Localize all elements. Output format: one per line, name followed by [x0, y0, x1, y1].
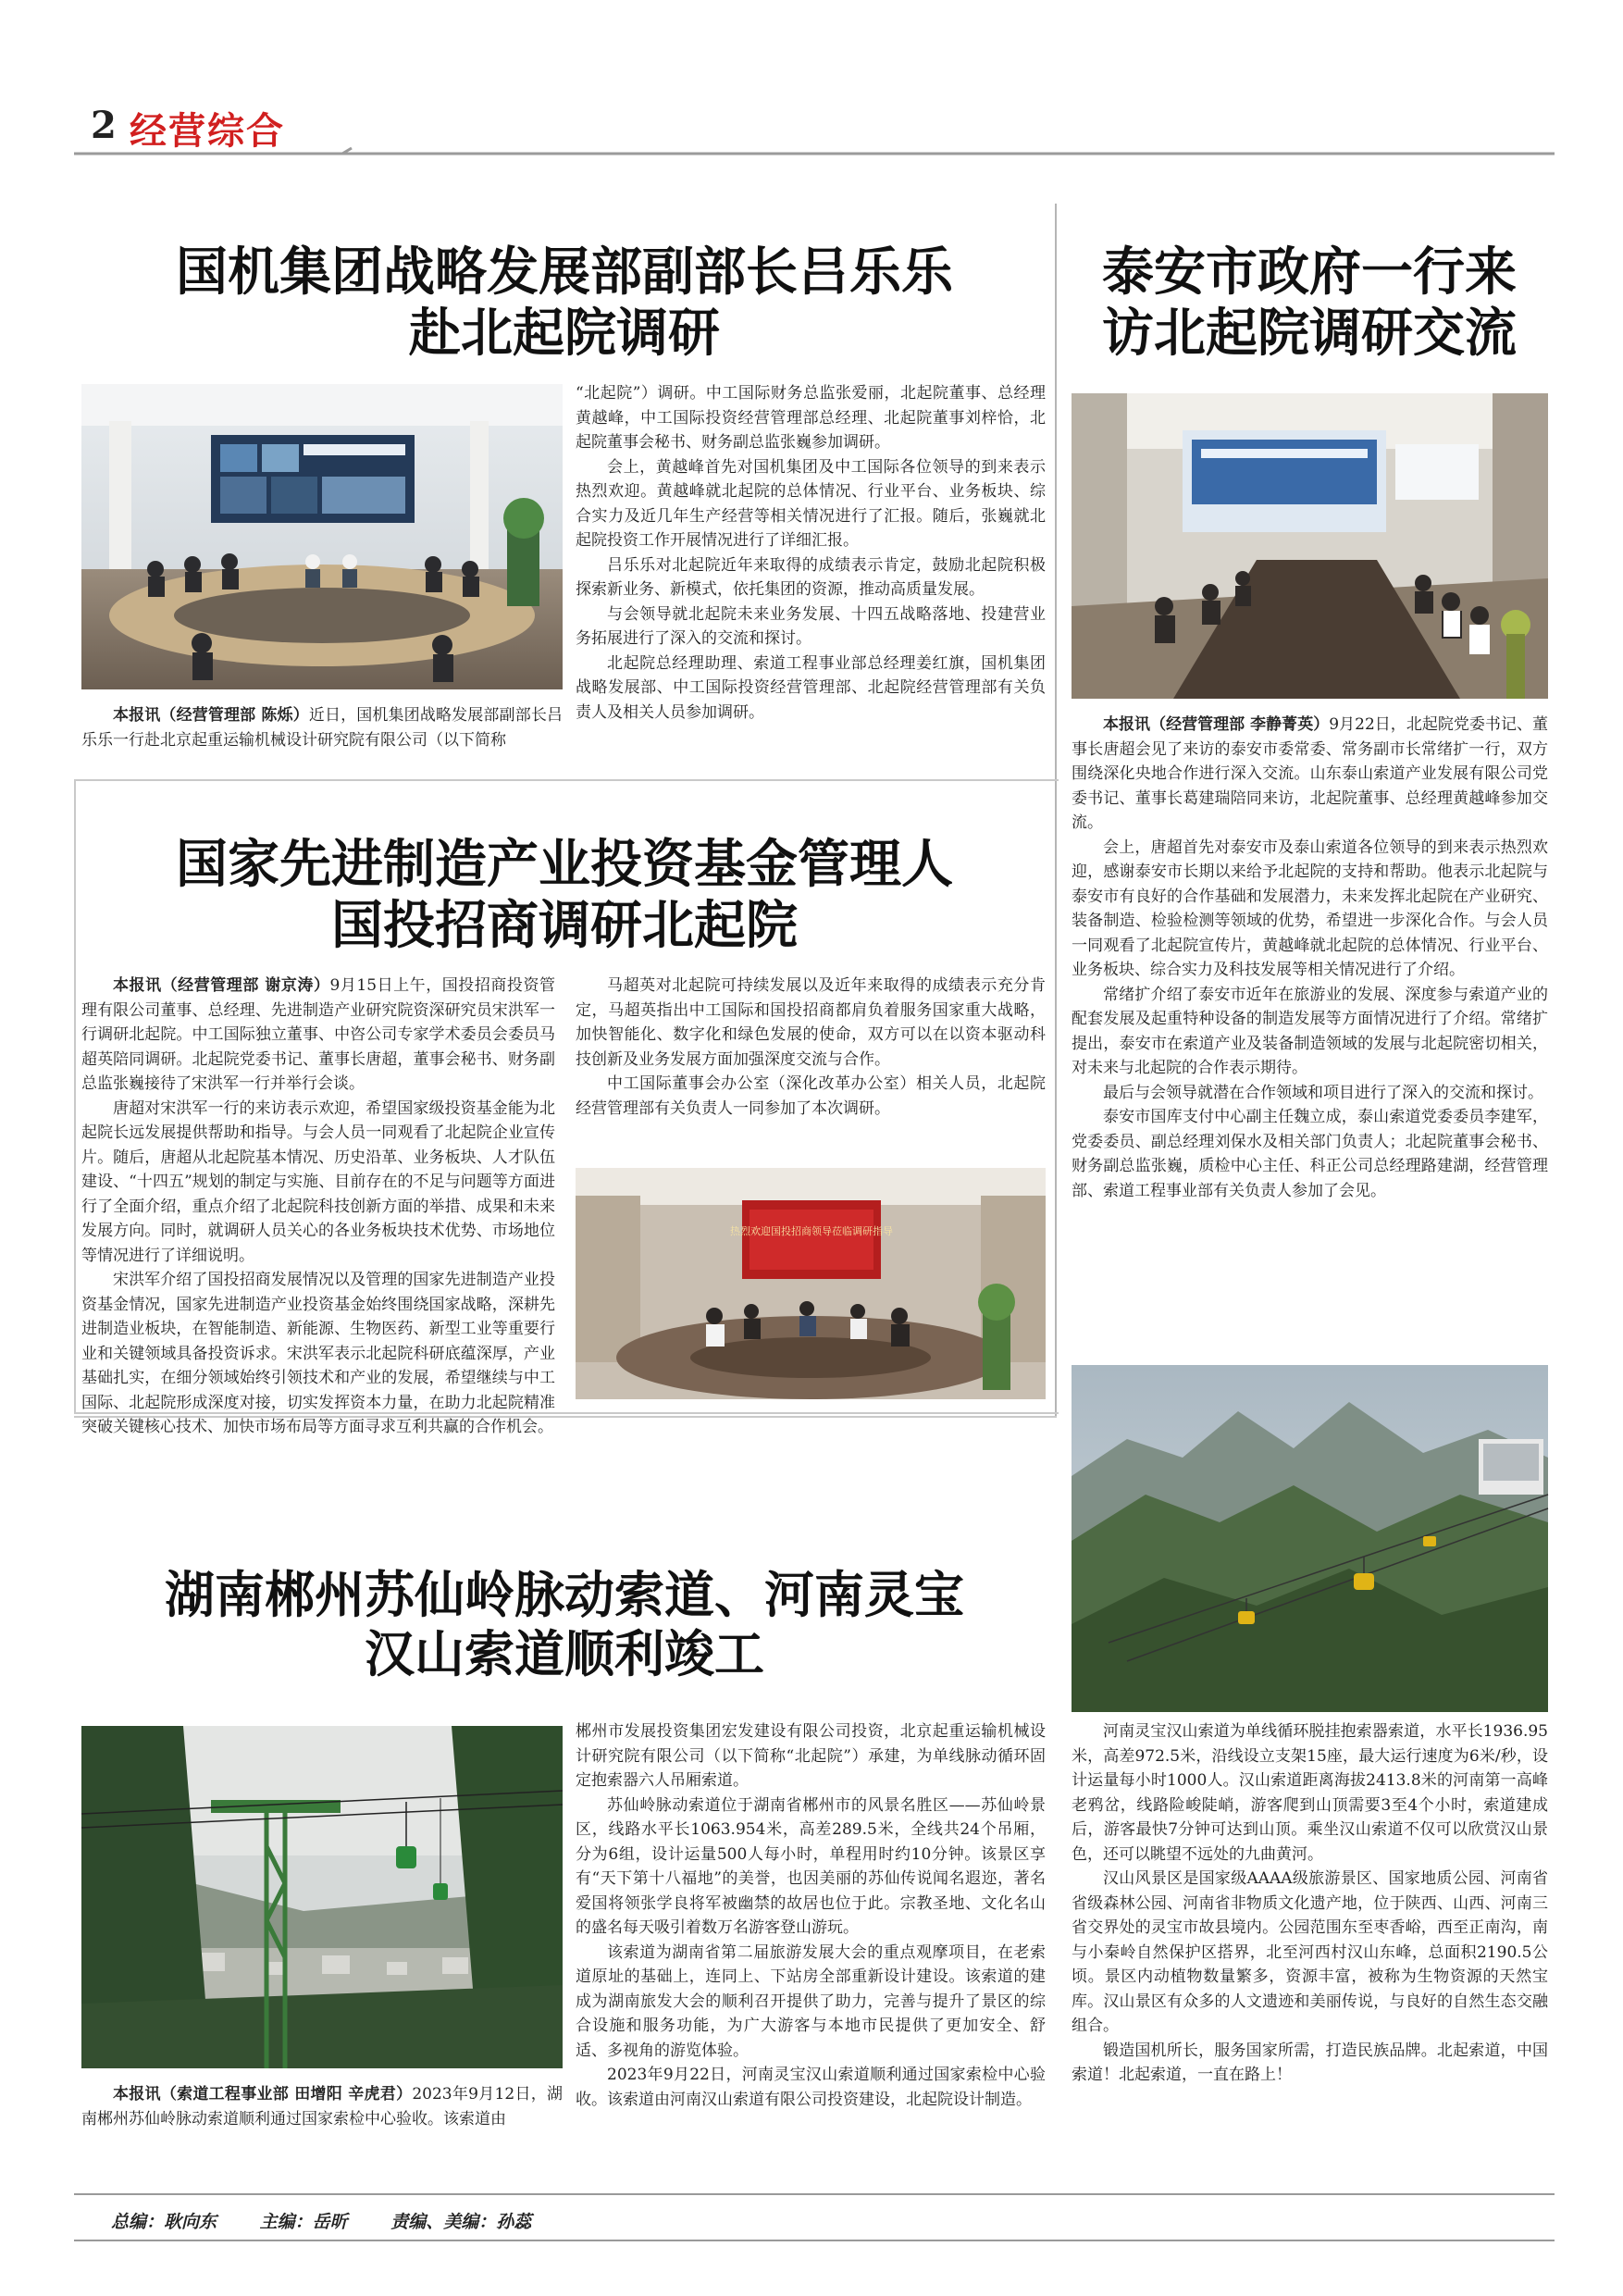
article2-photo: [1072, 393, 1548, 699]
article2-paragraph: 9月22日，北起院党委书记、董事长唐超会见了来访的泰安市委常委、常务副市长常绪扩一行，双方围绕深化央地合作进行深入交流。山东泰山索道产业发展有限公司党委书记、董事长葛建瑞陪同来访，北起院董事、总经理黄越峰参加交流。: [1072, 715, 1549, 832]
article2-paragraph: 泰安市国库支付中心副主任魏立成，泰山索道党委委员李建军，党委委员、副总经理刘保水及相关部门负责人；北起院董事会秘书、财务副总监张巍，质检中心主任、科正公司总经理路建湖，经营管理部、索道工程事业部有关负责人参加了会见。: [1072, 1108, 1548, 1200]
editor-in-chief: 总编：耿向东: [111, 2212, 217, 2232]
article1-body: [576, 381, 1046, 725]
article1-paragraph: 会上，黄越峰首先对国机集团及中工国际各位领导的到来表示热烈欢迎。黄越峰就北起院的总体情况、行业平台、业务板块、综合实力及近几年生产经营等相关情况进行了汇报。随后，张巍就北起院投资工作开展情况进行了详细汇报。: [576, 457, 1046, 550]
article4-title-line1: 湖南郴州苏仙岭脉动索道、河南灵宝: [165, 1566, 964, 1624]
article4-title-line2: 汉山索道顺利竣工: [365, 1624, 764, 1683]
article4-paragraph: 苏仙岭脉动索道位于湖南省郴州市的风景名胜区——苏仙岭景区，线路水平长1063.954米，高差289.5米，全线共24个吊厢，分为6组，设计运量500人每小时，单程用时约10分钟。该景区享有“天下第十八福地”的美誉，也因美丽的苏仙传说闻名遐迩，著名爱国将领张学良将军被幽禁的故居也位于此。宗教圣地、文化名山的盛名每天吸引着数万名游客登山游玩。: [576, 1795, 1046, 1937]
article1-paragraph: 与会领导就北起院未来业务发展、十四五战略落地、投建营业务拓展进行了深入的交流和探讨。: [576, 604, 1046, 648]
article4-caption: [81, 2082, 563, 2131]
responsible-editor: 责编、美编：孙蕊: [390, 2212, 532, 2232]
article1-caption-text: 近日，国机集团战略发展部副部长吕乐乐一行赴北京起重运输机械设计研究院有限公司（以下简称: [81, 706, 563, 750]
article4-byline: 本报讯（索道工程事业部 田增阳 辛虎君）: [113, 2085, 413, 2104]
article1-paragraph: 吕乐乐对北起院近年来取得的成绩表示肯定，鼓励北起院积极探索新业务、新模式，依托集团的资源，推动高质量发展。: [576, 555, 1046, 599]
article3-paragraph: 宋洪军介绍了国投招商发展情况以及管理的国家先进制造产业投资基金情况，国家先进制造产业投资基金始终围绕国家战略，深耕先进制造业板块，在智能制造、新能源、生物医药、新型工业等重要行业和关键领域具备投资诉求。宋洪军表示北起院科研底蕴深厚，产业基础扎实，在细分领域始终引领技术和产业的发展，希望继续与中工国际、北起院形成深度对接，切实发挥资本力量，在助力北起院精准突破关键核心技术、加快市场布局等方面寻求互利共赢的合作机会。: [81, 1271, 555, 1436]
article1-caption: [81, 703, 563, 752]
article4-body-col2: [576, 1719, 1046, 2112]
article1-byline: 本报讯（经营管理部 陈烁）: [113, 706, 309, 725]
article4-caption-text: 2023年9月12日，湖南郴州苏仙岭脉动索道顺利通过国家索检中心验收。该索道由: [81, 2085, 563, 2128]
article2-byline: 本报讯（经营管理部 李静菁英）: [1103, 715, 1330, 734]
article3-paragraph: 唐超对宋洪军一行的来访表示欢迎，希望国家级投资基金能为北起院长远发展提供帮助和指导。与会人员一同观看了北起院企业宣传片。随后，唐超从北起院基本情况、历史沿革、业务板块、人才队伍建设、“十四五”规划的制定与实施、目前存在的不足与问题等方面进行了全面介绍，重点介绍了北起院科技创新方面的举措、成果和未来发展方向。同时，就调研人员关心的各业务板块技术优势、市场地位等情况进行了详细说明。: [81, 1098, 555, 1265]
article1-photo: [81, 384, 563, 689]
article2-title-line1: 泰安市政府一行来: [1102, 242, 1517, 303]
article3-headline: [83, 835, 1046, 957]
footer-rule-bottom: [74, 2240, 1555, 2241]
article4-paragraph: 该索道为湖南省第二届旅游发展大会的重点观摩项目，在老索道原址的基础上，连同上、下站房全部重新设计建设。该索道的建成为湖南旅发大会的顺利召开提供了助力，完善与提升了景区的综合设施和服务功能，为广大游客与本地市民提供了更加安全、舒适、多视角的游览体验。: [576, 1942, 1046, 2060]
article4-paragraph: 汉山风景区是国家级AAAA级旅游景区、国家地质公园、河南省省级森林公园、河南省非物质文化遗产地，位于陕西、山西、河南三省交界处的灵宝市故县境内。公园范围东至枣香峪，西至正南沟，南与小秦岭自然保护区搭界，北至河西村汉山东峰，总面积2190.5公顷。景区内动植物数量繁多，资源丰富，被称为生物资源的天然宝库。汉山景区有众多的人文遗迹和美丽传说，与良好的自然生态交融组合。: [1072, 1869, 1548, 2035]
footer-rule: [74, 2193, 1555, 2195]
article4-paragraph: 河南灵宝汉山索道为单线循环脱挂抱索器索道，水平长1936.95米，高差972.5米，沿线设立支架15座，最大运行速度为6米/秒，设计运量每小时1000人。汉山索道距离海拔2413.8米的河南第一高峰老鸦岔，线路险峻陡峭，游客爬到山顶需要3至4个小时，索道建成后，游客最快7分钟可达到山顶。乘坐汉山索道不仅可以欣赏汉山景色，还可以眺望不远处的九曲黄河。: [1072, 1722, 1548, 1864]
article1-headline: [83, 242, 1046, 365]
article2-body: [1072, 713, 1548, 1203]
header-rule: [74, 139, 1555, 157]
article2-paragraph: 最后与会领导就潜在合作领域和项目进行了深入的交流和探讨。: [1103, 1083, 1543, 1102]
article3-body-col1: [81, 974, 556, 1436]
section-title: 经营综合: [130, 110, 285, 153]
article3-paragraph: 中工国际董事会办公室（深化改革办公室）相关人员，北起院经营管理部有关负责人一同参加了本次调研。: [576, 1074, 1046, 1118]
footer-credits: [111, 2208, 568, 2233]
article4-paragraph: 锻造国机所长，服务国家所需，打造民族品牌。北起索道，中国索道！北起索道，一直在路上！: [1072, 2041, 1548, 2084]
article1-paragraph: 北起院总经理助理、索道工程事业部总经理姜红旗，国机集团战略发展部、中工国际投资经营管理部、北起院经营管理部有关负责人及相关人员参加调研。: [576, 653, 1046, 722]
page-number: 2: [91, 104, 117, 147]
article3-title-line2: 国投招商调研北起院: [331, 896, 798, 957]
section-rule: [74, 1416, 1057, 1418]
suxianling-ropeway-photo: [81, 1726, 563, 2068]
article3-paragraph: 9月15日上午，国投招商投资管理有限公司董事、总经理、先进制造产业研究院资深研究员宋洪军一行调研北起院。中工国际独立董事、中咨公司专家学术委员会委员马超英陪同调研。北起院党委书记、董事长唐超，董事会秘书、财务副总监张巍接待了宋洪军一行并举行会谈。: [81, 976, 556, 1093]
article4-paragraph: 2023年9月22日，河南灵宝汉山索道顺利通过国家索检中心验收。该索道由河南汉山索道有限公司投资建设，北起院设计制造。: [576, 2066, 1046, 2109]
article2-headline: [1064, 242, 1555, 365]
section-rule: [74, 779, 1057, 781]
article3-body-col2: [576, 974, 1046, 1121]
chief-editor: 主编：岳昕: [259, 2212, 348, 2232]
article1-title-line2: 赴北起院调研: [409, 304, 720, 365]
article3-paragraph: 马超英对北起院可持续发展以及近年来取得的成绩表示充分肯定，马超英指出中工国际和国投招商都肩负着服务国家重大战略，加快智能化、数字化和绿色发展的使命，双方可以在以资本驱动科技创新及业务发展方面加强深度交流与合作。: [576, 976, 1046, 1069]
article3-photo: [576, 1168, 1046, 1399]
lingbao-ropeway-photo: [1072, 1365, 1548, 1712]
article1-title-line1: 国机集团战略发展部副部长吕乐乐: [176, 242, 953, 303]
article2-paragraph: 常绪扩介绍了泰安市近年在旅游业的发展、深度参与索道产业的配套发展及起重特种设备的制造发展等方面情况进行了介绍。常绪扩提出，泰安市在索道产业及装备制造领域的发展与北起院密切相关，对未来与北起院的合作表示期待。: [1072, 985, 1548, 1077]
article1-paragraph: “北起院”）调研。中工国际财务总监张爱丽，北起院董事、总经理黄越峰，中工国际投资经营管理部总经理、北起院董事刘梓恰，北起院董事会秘书、财务副总监张巍参加调研。: [576, 384, 1046, 452]
article2-title-line2: 访北起院调研交流: [1102, 304, 1517, 365]
article3-byline: 本报讯（经营管理部 谢京涛）: [113, 976, 330, 995]
article3-title-line1: 国家先进制造产业投资基金管理人: [176, 835, 953, 895]
screen-text: 热烈欢迎国投招商领导莅临调研指导: [730, 1225, 893, 1237]
article4-headline: [83, 1566, 1046, 1683]
article4-paragraph: 郴州市发展投资集团宏发建设有限公司投资，北京起重运输机械设计研究院有限公司（以下简称“北起院”）承建，为单线脉动循环固定抱索器六人吊厢索道。: [576, 1722, 1046, 1790]
article4-body-col3: [1072, 1719, 1548, 2088]
article2-paragraph: 会上，唐超首先对泰安市及泰山索道各位领导的到来表示热烈欢迎，感谢泰安市长期以来给予北起院的支持和帮助。他表示北起院与泰安市有良好的合作基础和发展潜力，未来发挥北起院在产业研究、装备制造、检验检测等领域的优势，希望进一步深化合作。与会人员一同观看了北起院宣传片，黄越峰就北起院的总体情况、行业平台、业务板块、综合实力及科技发展等相关情况进行了介绍。: [1072, 838, 1548, 979]
